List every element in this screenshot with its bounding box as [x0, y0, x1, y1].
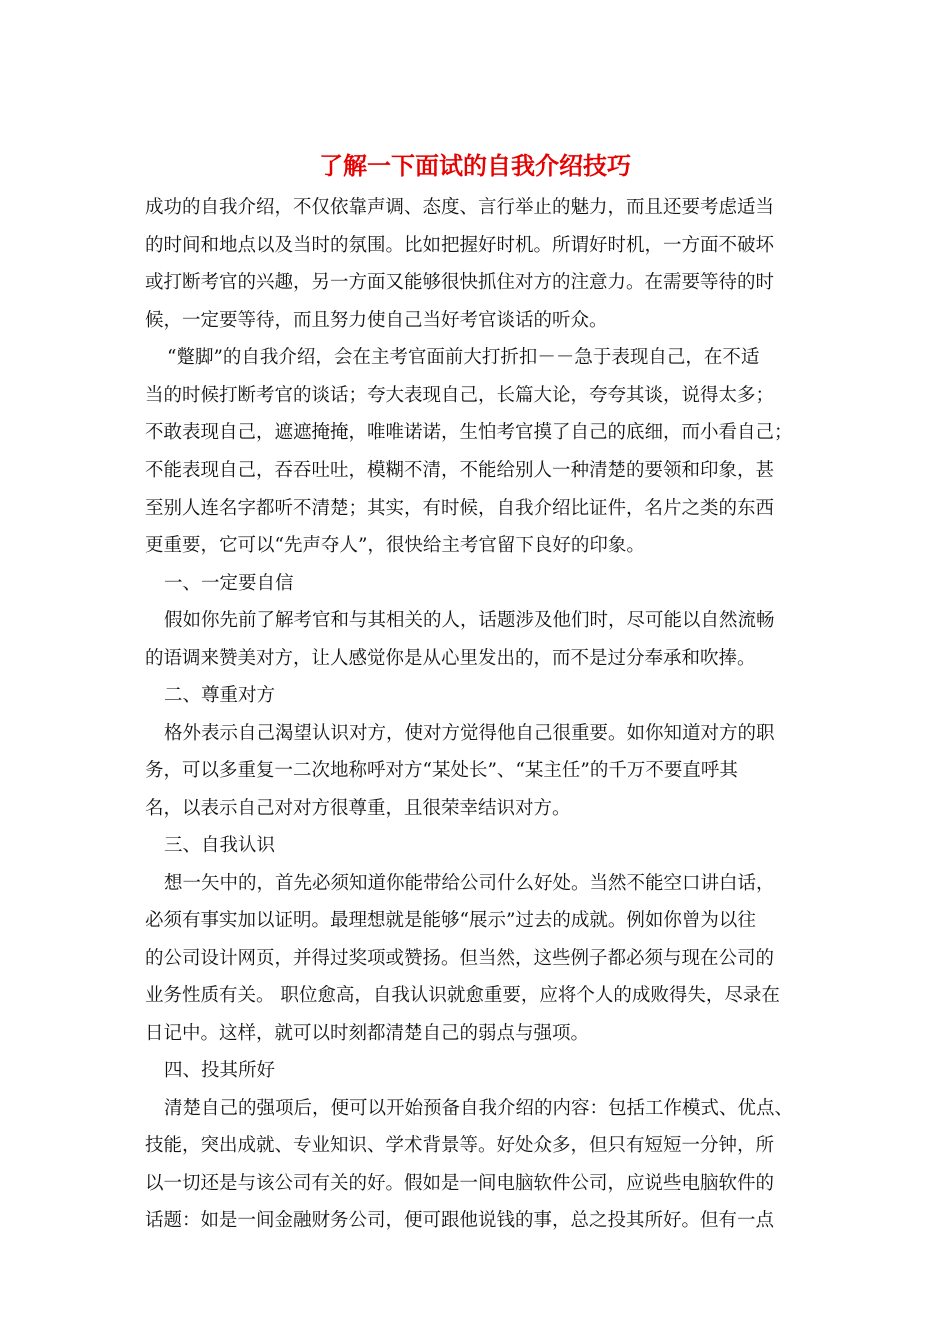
page-title: 了解一下面试的自我介绍技巧	[319, 152, 631, 180]
body-line: 不敢表现自己，遮遮掩掩，唯唯诺诺，生怕考官摸了自己的底细，而小看自己；	[145, 422, 793, 443]
body-line: 或打断考官的兴趣，另一方面又能够很快抓住对方的注意力。在需要等待的时	[145, 272, 775, 293]
section-heading: 一、一定要自信	[164, 573, 294, 594]
body-line: 更重要，它可以“先声夺人”，很快给主考官留下良好的印象。	[145, 535, 645, 556]
body-line: 的时间和地点以及当时的氛围。比如把握好时机。所谓好时机，一方面不破坏	[145, 235, 775, 256]
body-line: 候，一定要等待，而且努力使自己当好考官谈话的听众。	[145, 310, 608, 331]
body-line: 的公司设计网页，并得过奖项或赞扬。但当然，这些例子都必须与现在公司的	[145, 948, 775, 969]
body-line: 话题：如是一间金融财务公司，便可跟他说钱的事，总之投其所好。但有一点	[145, 1210, 775, 1231]
body-line: 日记中。这样，就可以时刻都清楚自己的弱点与强项。	[145, 1023, 590, 1044]
section-heading: 四、投其所好	[164, 1060, 276, 1081]
section-heading: 二、尊重对方	[164, 685, 276, 706]
section-heading: 三、自我认识	[164, 835, 276, 856]
body-line: 假如你先前了解考官和与其相关的人，话题涉及他们时，尽可能以自然流畅	[164, 610, 775, 631]
body-line: 清楚自己的强项后，便可以开始预备自我介绍的内容：包括工作模式、优点、	[164, 1098, 794, 1119]
body-line: 不能表现自己，吞吞吐吐，模糊不清，不能给别人一种清楚的要领和印象，甚	[145, 460, 775, 481]
body-line: 业务性质有关。 职位愈高，自我认识就愈重要，应将个人的成败得失，尽录在	[145, 985, 780, 1006]
body-line: 格外表示自己渴望认识对方，使对方觉得他自己很重要。如你知道对方的职	[164, 723, 775, 744]
body-line: 名，以表示自己对对方很尊重，且很荣幸结识对方。	[145, 798, 571, 819]
body-line: 成功的自我介绍，不仅依靠声调、态度、言行举止的魅力，而且还要考虑适当	[145, 197, 775, 218]
body-line: 的语调来赞美对方，让人感觉你是从心里发出的，而不是过分奉承和吹捧。	[145, 648, 756, 669]
body-line: 务，可以多重复一二次地称呼对方“某处长”、“某主任”的千万不要直呼其	[145, 760, 738, 781]
body-line: 必须有事实加以证明。最理想就是能够“展示”过去的成就。例如你曾为以往	[145, 910, 756, 931]
body-line: 想一矢中的，首先必须知道你能带给公司什么好处。当然不能空口讲白话，	[164, 873, 775, 894]
body-line: 至别人连名字都听不清楚；其实，有时候，自我介绍比证件，名片之类的东西	[145, 498, 775, 519]
body-line: 以一切还是与该公司有关的好。假如是一间电脑软件公司，应说些电脑软件的	[145, 1173, 775, 1194]
body-line: 技能，突出成就、专业知识、学术背景等。好处众多，但只有短短一分钟，所	[145, 1135, 775, 1156]
body-line: “蹩脚”的自我介绍，会在主考官面前大打折扣－－急于表现自己，在不适	[167, 347, 760, 368]
body-line: 当的时候打断考官的谈话；夸大表现自己，长篇大论，夸夸其谈，说得太多；	[145, 385, 775, 406]
